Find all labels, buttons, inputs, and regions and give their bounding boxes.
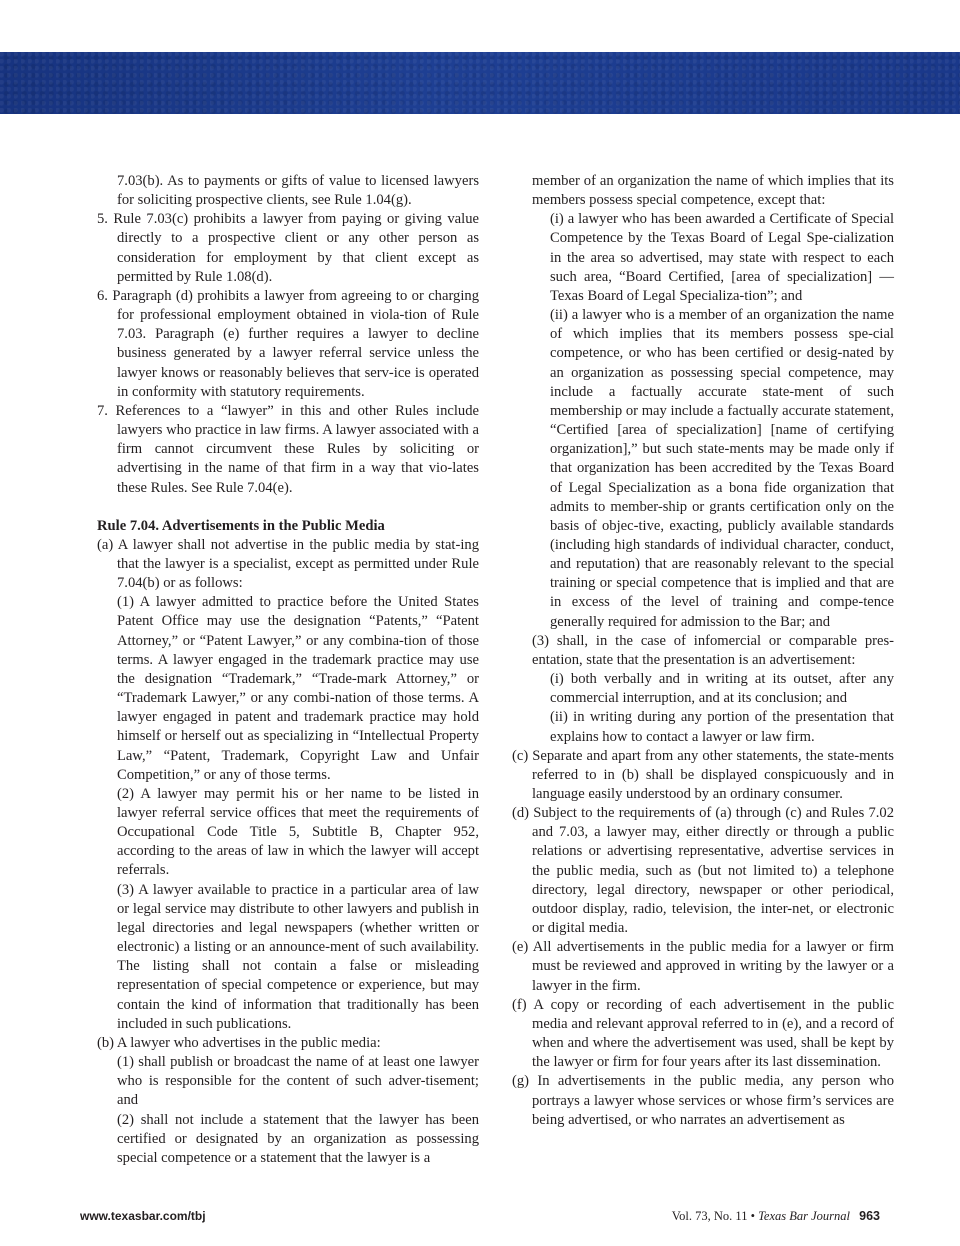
footer-journal-name: Texas Bar Journal	[758, 1209, 851, 1223]
paragraph-b: (b) A lawyer who advertises in the public media:	[97, 1034, 381, 1051]
footer-bullet: •	[750, 1209, 755, 1223]
paragraph-a: (a) A lawyer shall not advertise in the public media by stat-ing that the lawyer is a specialist, except as permitted under Rule 7.04(b) or as follows:	[97, 536, 479, 592]
comment-6: 6. Paragraph (d) prohibits a lawyer from agreeing to or charging for professional employment obtained in viola-tion of Rule 7.03. Paragraph (e) further requires a lawyer to decline business generated by a lawyer referral service unless the lawyer knows or reasonably believes that serv-ice is operated in conformity with statutory requirements.	[97, 287, 479, 400]
paragraph-b-3-i: (i) both verbally and in writing at its outset, after any commercial interruption, and at its conclusion; and	[550, 671, 894, 707]
paragraph-a-3: (3) A lawyer available to practice in a particular area of law or legal service may distribute to other lawyers and publish in legal directories and legal newspapers (whether written or electronic) a listing or an announce-ment of such availability. The listing shall not contain a false or misleading representation of special competence or experience, but may contain the kind of information that traditionally has been included in such publications.	[117, 881, 479, 1032]
footer-url[interactable]: www.texasbar.com/tbj	[80, 1209, 206, 1223]
paragraph-b-2-ii: (ii) a lawyer who is a member of an organization the name of which implies that its members possess spe-cial competence, or who has been certified or desig-nated by an organization as possessing special competence, may include a factually accurate state-ment of such membership or may include a factually accurate statement, “Certified [area of specialization] [name of certifying organization],” but such state-ments may be made only if that organization has been accredited by the Texas Board of Legal Specialization as a bona fide organization that admits to member-ship or grants certification only on the basis of objec-tive, exacting, publicly available standards (including high standards of individual character, conduct, and reputation) that are reasonably relevant to the special training or special competence that is implied and that are in excess of the level of training and compe-tence generally required for admission to the Bar; and	[550, 307, 894, 630]
paragraph-f: (f) A copy or recording of each advertisement in the public media and relevant approval referred to in (e), and a record of when and where the advertisement was used, shall be kept by the lawyer or firm for four years after its last dissemination.	[512, 996, 894, 1071]
paragraph-c: (c) Separate and apart from any other statements, the state-ments referred to in (b) shall be displayed conspicuously and in language easily understood by an ordinary consumer.	[512, 747, 894, 802]
paragraph-b-1: (1) shall publish or broadcast the name of at least one lawyer who is responsible for the content of such adver-tisement; and	[117, 1054, 479, 1109]
paragraph-b-3: (3) shall, in the case of infomercial or comparable pres-entation, state that the presentation is an advertisement:	[532, 632, 894, 668]
comment-7: 7. References to a “lawyer” in this and other Rules include lawyers who practice in law firms. A lawyer associated with a firm cannot circumvent these Rules by soliciting or advertising in the name of that firm in a way that vio-lates these Rules. See Rule 7.04(e).	[97, 402, 479, 496]
paragraph-a-1: (1) A lawyer admitted to practice before the United States Patent Office may use the designation “Patents,” “Patent Attorney,” or “Patent Lawyer,” or any combina-tion of those terms. A lawyer engaged in the trademark practice may use the designation “Trademark,” “Trade-mark Attorney,” or “Trademark Lawyer,” or any combi-nation of those terms. A lawyer engaged in patent and trademark practice may hold himself or herself out as specializing in “Intellectual Property Law,” “Patent, Trademark, Copyright Law and Unfair Competition,” or any of those terms.	[117, 594, 479, 783]
paragraph-a-2: (2) A lawyer may permit his or her name to be listed in lawyer referral service offices that meet the requirements of Occupational Code Title 5, Subtitle B, Chapter 952, according to the areas of law in which the lawyer will accept referrals.	[117, 785, 479, 879]
paragraph-g: (g) In advertisements in the public media, any person who portrays a lawyer whose services or whose firm’s services are being advertised, or who narrates an advertisement as	[512, 1073, 894, 1128]
paragraph-b-3-ii: (ii) in writing during any portion of the presentation that explains how to contact a lawyer or law firm.	[550, 709, 894, 745]
page-number: 963	[859, 1209, 880, 1223]
comment-4-continuation: 7.03(b). As to payments or gifts of value to licensed lawyers for soliciting prospective clients, see Rule 1.04(g).	[117, 173, 479, 209]
page-footer	[80, 1209, 880, 1229]
footer-volume: Vol. 73, No. 11	[671, 1209, 748, 1223]
header-banner	[0, 52, 960, 114]
comment-5: 5. Rule 7.03(c) prohibits a lawyer from paying or giving value directly to a prospective client or any other person as consideration for employment by that client except as permitted by Rule 1.08(d).	[97, 211, 479, 285]
footer-issue-info	[672, 1209, 880, 1224]
paragraph-e: (e) All advertisements in the public media for a lawyer or firm must be reviewed and approved in writing by the lawyer or a lawyer in the firm.	[512, 939, 894, 994]
left-column	[97, 172, 479, 1168]
paragraph-b-2-continuation: member of an organization the name of which implies that its members possess special competence, except that:	[532, 173, 894, 209]
rule-7-04-heading: Rule 7.04. Advertisements in the Public Media	[97, 517, 385, 534]
right-column	[512, 172, 894, 1130]
paragraph-b-2: (2) shall not include a statement that the lawyer has been certified or designated by an organization as possessing special competence or a statement that the lawyer is a	[117, 1111, 479, 1166]
paragraph-d: (d) Subject to the requirements of (a) through (c) and Rules 7.02 and 7.03, a lawyer may, either directly or through a public relations or advertising representative, advertise services in the public media, such as (but not limited to) a telephone directory, legal directory, newspaper or other periodical, outdoor display, radio, television, the inter-net, or electronic or digital media.	[512, 805, 894, 937]
paragraph-b-2-i: (i) a lawyer who has been awarded a Certificate of Special Competence by the Texas Board of Legal Spe-cialization in the area so advertised, may state with respect to each such area, “Board Certified, [area of specialization] — Texas Board of Legal Specializa-tion”; and	[550, 211, 894, 304]
